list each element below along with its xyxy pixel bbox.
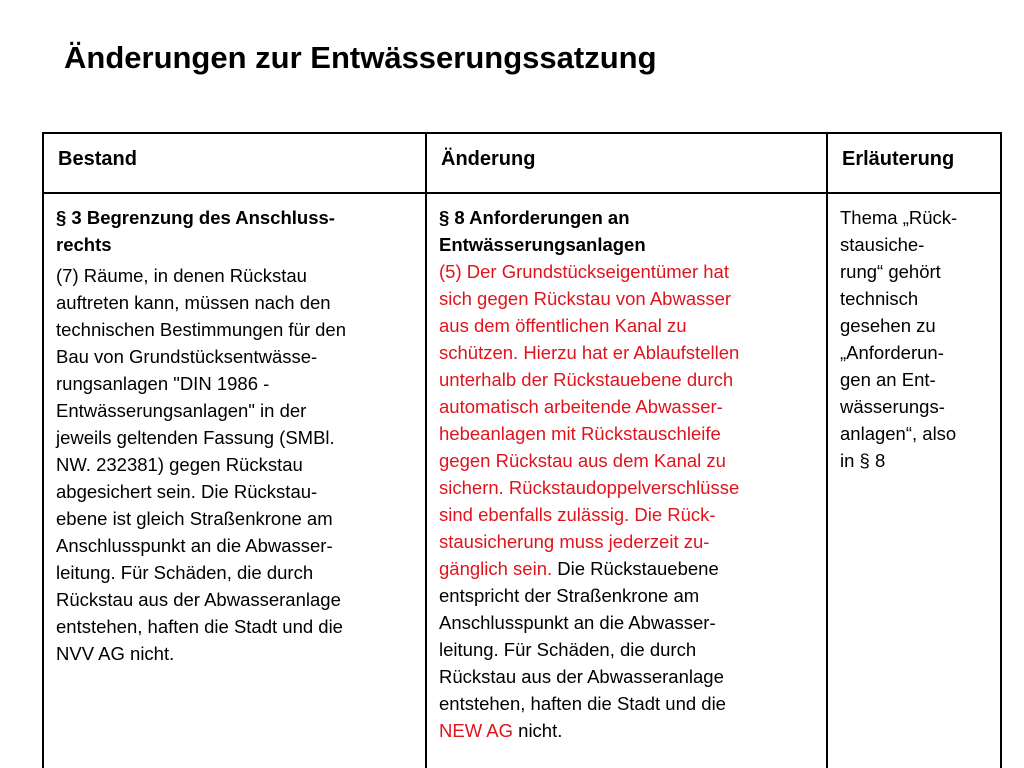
aenderung-red-line: unterhalb der Rückstauebene durch	[439, 369, 734, 390]
table-header-row	[43, 133, 1001, 193]
aenderung-black-fragment: nicht.	[513, 720, 563, 741]
bestand-line: Entwässerungsanlagen" in der	[56, 400, 307, 421]
aenderung-red-line: sind ebenfalls zulässig. Die Rück-	[439, 504, 716, 525]
bestand-heading-line: rechts	[56, 234, 112, 255]
aenderung-black-line: entspricht der Straßenkrone am	[439, 585, 700, 606]
aenderung-heading	[439, 204, 816, 258]
cell-bestand	[43, 193, 426, 768]
erlaeuterung-line: wässerungs-	[840, 396, 945, 417]
erlaeuterung-line: in § 8	[840, 450, 886, 471]
erlaeuterung-line: rung“ gehört	[840, 261, 941, 282]
bestand-line: (7) Räume, in denen Rückstau	[56, 265, 307, 286]
aenderung-red-line: sich gegen Rückstau von Abwasser	[439, 288, 732, 309]
aenderung-heading-line: Entwässerungsanlagen	[439, 234, 646, 255]
bestand-line: leitung. Für Schäden, die durch	[56, 562, 314, 583]
aenderung-red-line: aus dem öffentlichen Kanal zu	[439, 315, 687, 336]
bestand-text	[56, 262, 415, 667]
aenderung-black-line: leitung. Für Schäden, die durch	[439, 639, 697, 660]
erlaeuterung-line: stausiche-	[840, 234, 925, 255]
bestand-line: jeweils geltenden Fassung (SMBl.	[56, 427, 335, 448]
aenderung-red-line: automatisch arbeitende Abwasser-	[439, 396, 723, 417]
aenderung-black-line: Anschlusspunkt an die Abwasser-	[439, 612, 716, 633]
aenderung-heading-line: § 8 Anforderungen an	[439, 207, 630, 228]
aenderung-black-line: Rückstau aus der Abwasseranlage	[439, 666, 724, 687]
aenderung-text	[439, 258, 816, 744]
comparison-table	[42, 132, 1002, 768]
aenderung-red-fragment: gänglich sein.	[439, 558, 553, 579]
cell-aenderung	[426, 193, 827, 768]
aenderung-red-line: sichern. Rückstaudoppelverschlüsse	[439, 477, 740, 498]
bestand-line: Bau von Grundstücksentwässe-	[56, 346, 318, 367]
aenderung-red-line: hebeanlagen mit Rückstauschleife	[439, 423, 721, 444]
aenderung-red-line: stausicherung muss jederzeit zu-	[439, 531, 710, 552]
bestand-heading-line: § 3 Begrenzung des Anschluss-	[56, 207, 335, 228]
erlaeuterung-line: gen an Ent-	[840, 369, 936, 390]
cell-erlaeuterung	[827, 193, 1001, 768]
erlaeuterung-line: technisch	[840, 288, 919, 309]
header-erlaeuterung: Erläuterung	[827, 133, 1001, 193]
bestand-line: entstehen, haften die Stadt und die	[56, 616, 343, 637]
aenderung-company-name: NEW AG	[439, 720, 514, 741]
bestand-line: NVV AG nicht.	[56, 643, 175, 664]
header-bestand: Bestand	[43, 133, 426, 193]
erlaeuterung-line: Thema „Rück-	[840, 207, 958, 228]
bestand-line: abgesichert sein. Die Rückstau-	[56, 481, 318, 502]
aenderung-black-line: entstehen, haften die Stadt und die	[439, 693, 726, 714]
erlaeuterung-line: anlagen“, also	[840, 423, 957, 444]
bestand-heading	[56, 204, 415, 258]
bestand-line: technischen Bestimmungen für den	[56, 319, 347, 340]
aenderung-red-line: (5) Der Grundstückseigentümer hat	[439, 261, 729, 282]
aenderung-black-fragment: Die Rückstauebene	[552, 558, 719, 579]
bestand-line: ebene ist gleich Straßenkrone am	[56, 508, 333, 529]
erlaeuterung-line: gesehen zu	[840, 315, 936, 336]
page-title: Änderungen zur Entwässerungssatzung	[64, 40, 657, 75]
header-aenderung: Änderung	[426, 133, 827, 193]
table-row	[43, 193, 1001, 768]
aenderung-red-line: gegen Rückstau aus dem Kanal zu	[439, 450, 726, 471]
bestand-line: rungsanlagen "DIN 1986 -	[56, 373, 270, 394]
bestand-line: Rückstau aus der Abwasseranlage	[56, 589, 341, 610]
erlaeuterung-text	[840, 204, 990, 474]
bestand-line: NW. 232381) gegen Rückstau	[56, 454, 303, 475]
bestand-line: auftreten kann, müssen nach den	[56, 292, 331, 313]
bestand-line: Anschlusspunkt an die Abwasser-	[56, 535, 333, 556]
erlaeuterung-line: „Anforderun-	[840, 342, 944, 363]
aenderung-red-line: schützen. Hierzu hat er Ablaufstellen	[439, 342, 740, 363]
